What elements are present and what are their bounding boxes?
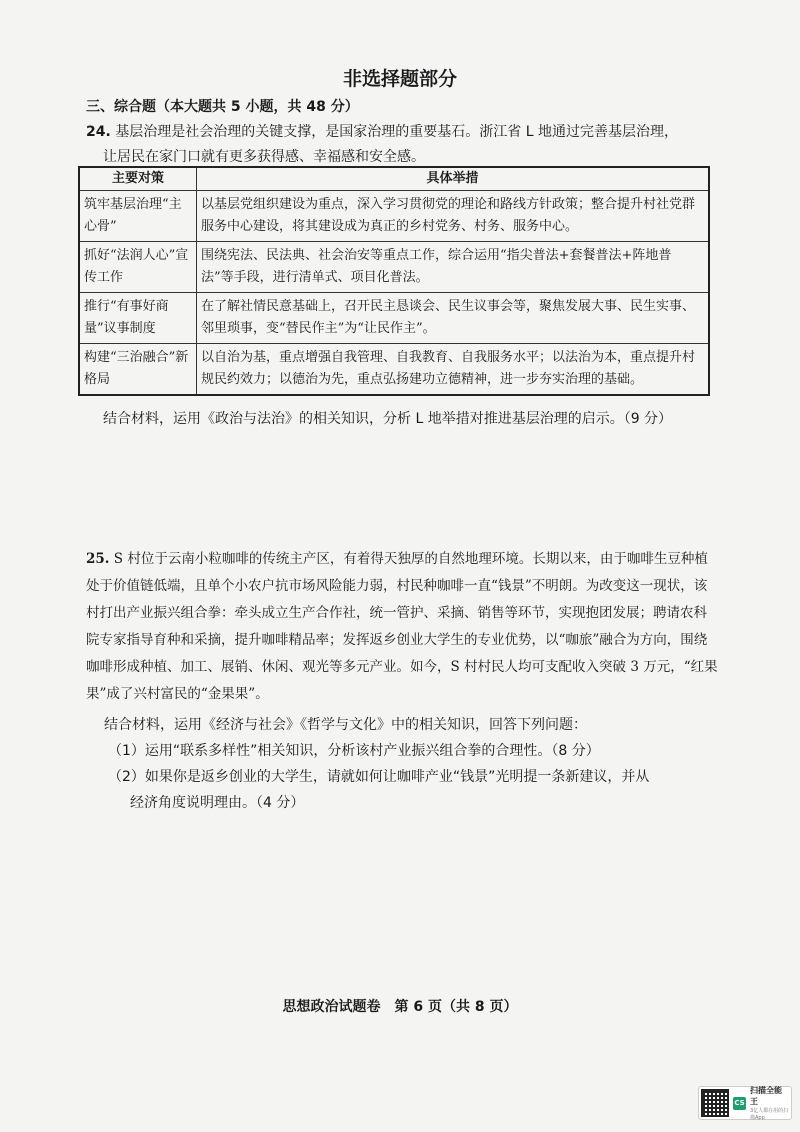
table-cell-detail: 围绕宪法、民法典、社会治安等重点工作，综合运用“指尖普法+套餐普法+阵地普法”等手段，进行清单式、项目化普法。 [197, 242, 710, 293]
table-cell-measure: 抓好“法润人心”宣传工作 [79, 242, 197, 293]
question-25-number: 25. [86, 551, 110, 567]
question-24-intro-line1: 基层治理是社会治理的关键支撑，是国家治理的重要基石。浙江省 L 地通过完善基层治理， [115, 124, 678, 140]
question-25-material: S 村位于云南小粒咖啡的传统主产区，有着得天独厚的自然地理环境。长期以来，由于咖啡生豆种植处于价值链低端，且单个小农户抗市场风险能力弱，村民种咖啡一直“钱景”不明朗。为改变这一现状，该村打出产业振兴组合拳：牵头成立生产合作社，统一管护、采摘、销售等环节，实现抱团发展；聘请农科院专家指导育种和采摘，提升咖啡精品率；发挥返乡创业大学生的专业优势，以“咖旅”融合为方向，围绕咖啡形成种植、加工、展销、休闲、观光等多元产业。如今，S 村村民人均可支配收入突破 3 万元，“红果果”成了兴村富民的“金果果”。 [86, 551, 718, 702]
question-24-intro-line2: 让居民在家门口就有更多获得感、幸福感和安全感。 [103, 149, 425, 165]
question-25 [86, 546, 720, 816]
table-cell-measure: 筑牢基层治理“主心骨” [79, 191, 197, 242]
scanner-watermark [698, 1086, 792, 1120]
table-header-cell: 具体举措 [197, 167, 710, 191]
question-24-prompt: 结合材料，运用《政治与法治》的相关知识，分析 L 地举措对推进基层治理的启示。（9 分） [103, 411, 673, 427]
camscanner-logo-icon: CS [733, 1097, 746, 1110]
page-footer: 思想政治试题卷 第 6 页（共 8 页） [282, 999, 518, 1015]
table-cell-detail: 以基层党组织建设为重点，深入学习贯彻党的理论和路线方针政策；整合提升村社党群服务中心建设，将其建设成为真正的乡村党务、村务、服务中心。 [197, 191, 710, 242]
table-cell-detail: 以自治为基，重点增强自我管理、自我教育、自我服务水平；以法治为本，重点提升村规民约效力；以德治为先，重点弘扬建功立德精神，进一步夯实治理的基础。 [197, 344, 710, 396]
question-24 [86, 120, 726, 170]
qr-code-icon [701, 1089, 729, 1117]
page-title: 非选择题部分 [342, 68, 457, 90]
watermark-text [750, 1085, 789, 1121]
question-25-sub2-line1: （2）如果你是返乡创业的大学生，请就如何让咖啡产业“钱景”光明提一条新建议，并从 [108, 769, 650, 785]
table-row [79, 344, 709, 396]
table-row [79, 242, 709, 293]
table-row [79, 293, 709, 344]
table-cell-measure: 构建“三治融合”新格局 [79, 344, 197, 396]
question-25-sub2-line2: 经济角度说明理由。（4 分） [130, 795, 305, 811]
table-header-cell: 主要对策 [79, 167, 197, 191]
watermark-app-name: 扫描全能王 [750, 1086, 782, 1106]
table-cell-detail: 在了解社情民意基础上，召开民主恳谈会、民生议事会等，聚焦发展大事、民生实事、邻里琐事，变“替民作主”为“让民作主”。 [197, 293, 710, 344]
section-heading: 三、综合题（本大题共 5 小题，共 48 分） [86, 99, 359, 115]
question-25-sub1: （1）运用“联系多样性”相关知识，分析该村产业振兴组合拳的合理性。（8 分） [108, 743, 600, 759]
question-24-number: 24. [86, 124, 111, 140]
table-cell-measure: 推行“有事好商量”议事制度 [79, 293, 197, 344]
watermark-tagline: 3亿人都在用的扫描App [750, 1108, 789, 1121]
table-row [79, 191, 709, 242]
question-25-intro: 结合材料，运用《经济与社会》《哲学与文化》中的相关知识，回答下列问题： [104, 717, 587, 733]
table-header-row [79, 167, 709, 191]
measures-table [78, 166, 710, 396]
